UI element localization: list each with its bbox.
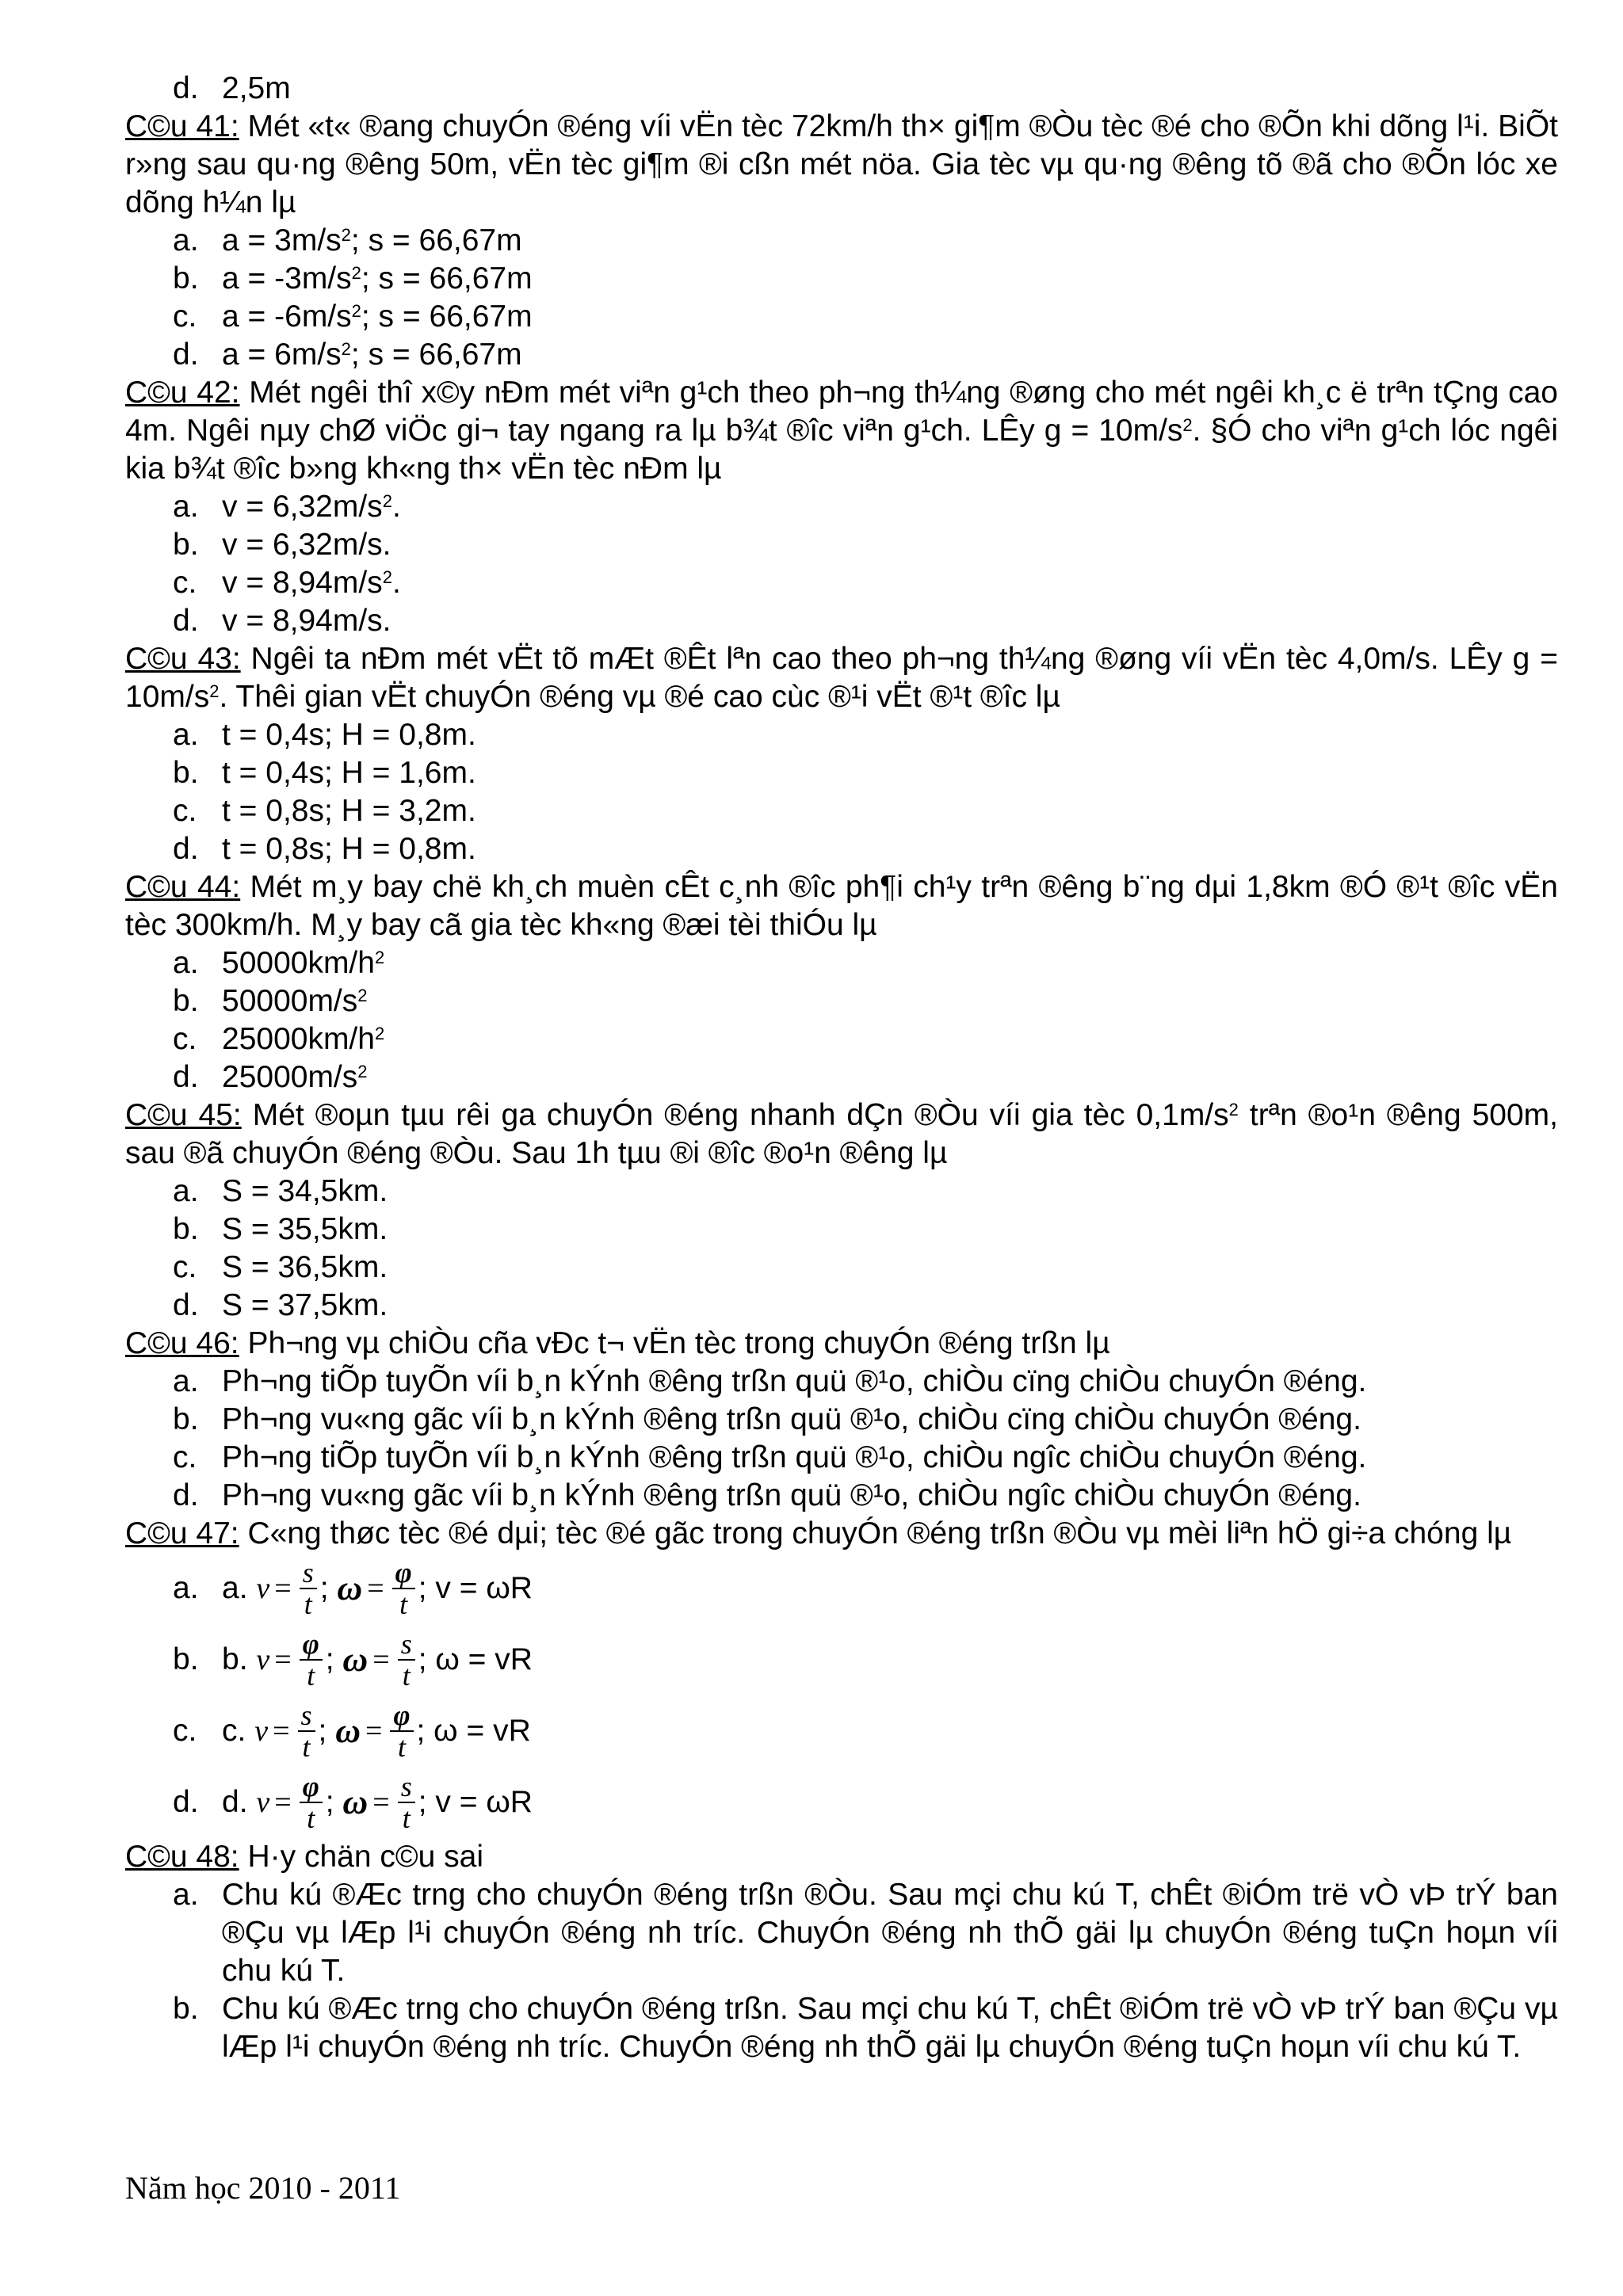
options-41	[125, 222, 1558, 374]
option-46-d: d. Ph¬ng vu«ng gãc víi b¸n kÝnh ®êng trßn quü ®¹o, chiÒu ngîc chiÒu chuyÓn ®éng.	[173, 1478, 1361, 1512]
option-43-d: d. t = 0,8s; H = 0,8m.	[173, 832, 476, 866]
option-45-d: d. S = 37,5km.	[173, 1288, 388, 1322]
options-44	[125, 944, 1558, 1097]
option-41-c: c. $a = -6m/s^2$; s = 66,67m	[173, 299, 533, 334]
question-43: C©u 43: Ngêi ta nÐm mét vËt tõ mÆt ®Êt lªn cao theo ph¬ng th¼ng ®øng víi vËn tèc 4,0m/s. LÊy $g = 10m/s^2$. Thêi gian vËt chuyÓn ®éng vµ ®é cao cùc ®¹i vËt ®¹t ®îc lµ	[125, 642, 1558, 714]
option-41-d: d. $a = 6m/s^2$; s = 66,67m	[173, 338, 522, 372]
option-46-b: b. Ph¬ng vu«ng gãc víi b¸n kÝnh ®êng trßn quü ®¹o, chiÒu cïng chiÒu chuyÓn ®éng.	[173, 1402, 1361, 1436]
options-47	[125, 1553, 1558, 1838]
options-45	[125, 1173, 1558, 1325]
formula: v = $\frac{\varphi}{t}$ ; ω = $\frac{s}{t}$ ; v = ωR	[256, 1771, 533, 1834]
option-top-d: d. 2,5m	[173, 71, 291, 105]
option-44-c: c. $25000km/h^2$	[173, 1022, 385, 1056]
option-48-a: a. Chu kú ®Æc trng cho chuyÓn ®éng trßn ®Òu. Sau mçi chu kú T, chÊt ®iÓm trë vÒ vÞ trÝ ban ®Çu vµ lÆp l¹i chuyÓn ®éng nh tríc. ChuyÓn ®éng nh thÕ gäi lµ chuyÓn ®éng tuÇn hoµn víi chu kú T.	[173, 1878, 1558, 1988]
option-43-a: a. t = 0,4s; H = 0,8m.	[173, 718, 476, 752]
question-label: C©u 43:	[125, 642, 241, 676]
document-page	[125, 70, 1558, 2066]
option-47-d: d. d. v = $\frac{\varphi}{t}$ ; ω = $\frac{s}{t}$ ; v = ωR	[173, 1771, 533, 1834]
option-43-c: c. t = 0,8s; H = 3,2m.	[173, 794, 476, 828]
option-47-b: b. b. v = $\frac{\varphi}{t}$ ; ω = $\frac{s}{t}$ ; ω = vR	[173, 1628, 533, 1691]
question-47: C©u 47: C«ng thøc tèc ®é dµi; tèc ®é gãc trong chuyÓn ®éng trßn ®Òu vµ mèi liªn hÖ gi÷a chóng lµ	[125, 1516, 1512, 1550]
question-label: C©u 45:	[125, 1098, 242, 1132]
options-42	[125, 488, 1558, 640]
option-46-c: c. Ph¬ng tiÕp tuyÕn víi b¸n kÝnh ®êng trßn quü ®¹o, chiÒu ngîc chiÒu chuyÓn ®éng.	[173, 1440, 1367, 1474]
question-label: C©u 47:	[125, 1516, 239, 1550]
question-label: C©u 44:	[125, 870, 241, 904]
option-48-b: b. Chu kú ®Æc trng cho chuyÓn ®éng trßn. Sau mçi chu kú T, chÊt ®iÓm trë vÒ vÞ trÝ ban ®Çu vµ lÆp l¹i chuyÓn ®éng nh tríc. ChuyÓn ®éng nh thÕ gäi lµ chuyÓn ®éng tuÇn hoµn víi chu kú T.	[173, 1992, 1558, 2064]
question-label: C©u 41:	[125, 109, 239, 143]
options-46	[125, 1363, 1558, 1515]
option-45-a: a. S = 34,5km.	[173, 1174, 388, 1208]
option-44-d: d. $25000m/s^2$	[173, 1060, 368, 1094]
options-48	[125, 1876, 1558, 2066]
question-label: C©u 42:	[125, 376, 240, 410]
question-label: C©u 48:	[125, 1840, 239, 1874]
option-47-c: c. c. v = $\frac{s}{t}$ ; ω = $\frac{\varphi}{t}$ ; ω = vR	[173, 1699, 531, 1763]
option-45-c: c. S = 36,5km.	[173, 1250, 388, 1284]
option-46-a: a. Ph¬ng tiÕp tuyÕn víi b¸n kÝnh ®êng trßn quü ®¹o, chiÒu cïng chiÒu chuyÓn ®éng.	[173, 1364, 1367, 1398]
question-45: C©u 45: Mét ®oµn tµu rêi ga chuyÓn ®éng nhanh dÇn ®Òu víi gia tèc $0,1m/s^2$ trªn ®o¹n ®êng 500m, sau ®ã chuyÓn ®éng ®Òu. Sau 1h tµu ®i ®îc ®o¹n ®êng lµ	[125, 1098, 1559, 1170]
question-41	[125, 108, 1558, 222]
option-44-b: b. $50000m/s^2$	[173, 984, 368, 1018]
option-41-a: a. $a = 3m/s^2$; s = 66,67m	[173, 223, 522, 257]
option-47-a: a. a. v = $\frac{s}{t}$ ; ω = $\frac{\varphi}{t}$ ; v = ωR	[173, 1557, 533, 1620]
question-label: C©u 46:	[125, 1326, 239, 1360]
options-43	[125, 716, 1558, 868]
question-48: C©u 48: H·y chän c©u sai	[125, 1840, 483, 1874]
option-44-a: a. $50000km/h^2$	[173, 946, 385, 980]
question-46: C©u 46: Ph¬ng vµ chiÒu cña vÐc t¬ vËn tèc trong chuyÓn ®éng trßn lµ	[125, 1326, 1110, 1360]
option-42-b: b. v = 6,32m/s.	[173, 528, 391, 562]
option-42-a: a. $v = 6,32m/s^2$.	[173, 490, 401, 524]
option-42-d: d. v = 8,94m/s.	[173, 604, 391, 638]
question-42: C©u 42: Mét ngêi thî x©y nÐm mét viªn g¹ch theo ph¬ng th¼ng ®øng cho mét ngêi kh¸c ë trªn tÇng cao 4m. Ngêi nµy chØ viÖc gi¬ tay ngang ra lµ b¾t ®îc viªn g¹ch. LÊy $g = 10m/s^2$. §Ó cho viªn g¹ch lóc ngêi kia b¾t ®îc b»ng kh«ng th× vËn tèc nÐm lµ	[125, 376, 1558, 486]
formula: v = $\frac{\varphi}{t}$ ; ω = $\frac{s}{t}$ ; ω = vR	[256, 1628, 533, 1691]
formula: v = $\frac{s}{t}$ ; ω = $\frac{\varphi}{t}$ ; v = ωR	[256, 1557, 533, 1620]
formula: v = $\frac{s}{t}$ ; ω = $\frac{\varphi}{t}$ ; ω = vR	[254, 1699, 531, 1763]
question-text: Mét «t« ®ang chuyÓn ®éng víi vËn tèc 72km/h th× gi¶m ®Òu tèc ®é cho ®Õn khi dõng l¹i. BiÕt r»ng sau qu·ng ®êng 50m, vËn tèc gi¶m ®i cßn mét nöa. Gia tèc vµ qu·ng ®êng tõ ®ã cho ®Õn lóc xe dõng h¼n lµ	[125, 109, 1558, 219]
option-43-b: b. t = 0,4s; H = 1,6m.	[173, 756, 476, 790]
page-footer: Năm học 2010 - 2011	[125, 2170, 401, 2206]
option-45-b: b. S = 35,5km.	[173, 1212, 388, 1246]
option-42-c: c. $v = 8,94m/s^2$.	[173, 566, 401, 600]
question-44: C©u 44: Mét m¸y bay chë kh¸ch muèn cÊt c¸nh ®îc ph¶i ch¹y trªn ®êng b¨ng dµi 1,8km ®Ó ®¹t ®îc vËn tèc 300km/h. M¸y bay cã gia tèc kh«ng ®æi tèi thiÓu lµ	[125, 870, 1558, 942]
option-41-b: b. $a = -3m/s^2$; s = 66,67m	[173, 261, 533, 296]
